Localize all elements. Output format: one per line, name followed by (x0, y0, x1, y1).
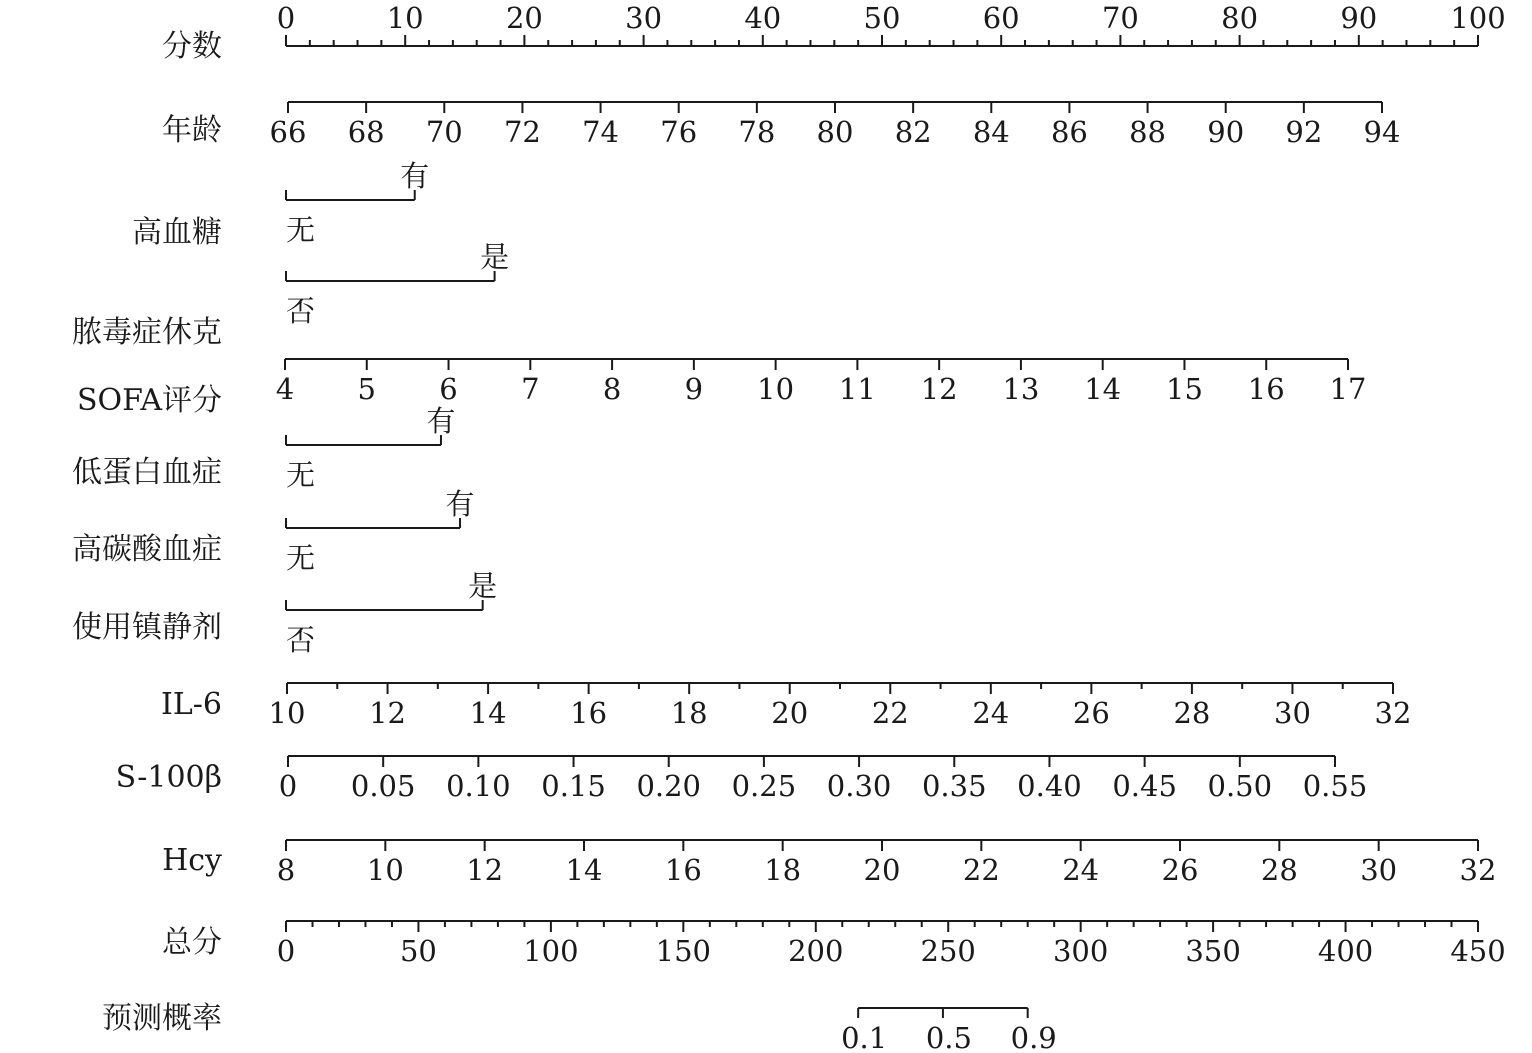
row-2-row-level-1: 有 (400, 159, 430, 193)
row-0-row-tick-label: 60 (982, 1, 1020, 35)
row-10-hcy-tick-label: 14 (565, 853, 603, 887)
row-9-s-100-tick-label: 0.05 (350, 769, 416, 803)
row-6-row-level-1: 有 (445, 487, 475, 521)
row-7-row-label: 使用镇静剂 (72, 610, 222, 645)
row-8-il-6-tick-label: 12 (369, 696, 406, 730)
row-11-row-tick-label: 300 (1052, 934, 1109, 968)
row-8-il-6-tick-label: 18 (670, 696, 708, 730)
row-3-row-level-0: 否 (286, 294, 316, 328)
row-9-s-100-label: S-100β (115, 760, 222, 795)
row-4-sofa-tick-label: 11 (838, 372, 876, 406)
row-1-row-tick-label: 74 (582, 115, 620, 149)
row-5-row-level-1: 有 (426, 404, 456, 438)
row-10-hcy-tick-label: 30 (1360, 853, 1398, 887)
row-0-row-tick-label: 30 (625, 1, 663, 35)
row-4-sofa-tick-label: 13 (1002, 372, 1040, 406)
row-0-row-tick-label: 0 (276, 1, 296, 35)
row-1-row-tick-label: 76 (660, 115, 698, 149)
row-9-s-100-tick-label: 0.55 (1302, 769, 1368, 803)
row-8-il-6-tick-label: 22 (871, 696, 909, 730)
row-11-row-tick-label: 0 (276, 934, 296, 968)
row-12-row-tick-label: 0.5 (925, 1021, 972, 1053)
row-11-row-tick-label: 450 (1450, 934, 1506, 968)
row-1-row-tick-label: 68 (347, 115, 385, 149)
row-4-sofa-tick-label: 4 (275, 372, 295, 406)
row-1-row-label: 年龄 (162, 113, 222, 148)
row-1-row-tick-label: 86 (1050, 115, 1088, 149)
row-8-il-6-tick-label: 10 (268, 696, 306, 730)
row-1-row-tick-label: 88 (1129, 115, 1167, 149)
row-9-s-100-tick-label: 0.30 (826, 769, 892, 803)
row-11-row-tick-label: 400 (1317, 934, 1374, 968)
row-4-sofa-label: SOFA评分 (76, 383, 222, 418)
row-9-s-100-tick-label: 0.45 (1112, 769, 1177, 803)
row-10-hcy-tick-label: 10 (366, 853, 404, 887)
row-9-s-100-tick-label: 0 (278, 769, 298, 803)
row-1-row-tick-label: 78 (738, 115, 776, 149)
row-1-row-tick-label: 82 (894, 115, 932, 149)
row-0-row-tick-label: 10 (386, 1, 424, 35)
row-10-hcy-tick-label: 28 (1260, 853, 1298, 887)
row-0-row-tick-label: 40 (744, 1, 782, 35)
row-9-s-100-tick-label: 0.35 (921, 769, 987, 803)
row-11-row-tick-label: 150 (655, 934, 712, 968)
row-4-sofa-tick-label: 14 (1084, 372, 1122, 406)
row-10-hcy-tick-label: 12 (466, 853, 504, 887)
row-10-hcy-tick-label: 24 (1062, 853, 1100, 887)
row-11-row-tick-label: 100 (523, 934, 579, 968)
row-11-row-tick-label: 350 (1185, 934, 1241, 968)
row-8-il-6-tick-label: 20 (771, 696, 809, 730)
row-9-s-100-tick-label: 0.25 (731, 769, 797, 803)
row-8-il-6-tick-label: 26 (1072, 696, 1110, 730)
row-0-row-tick-label: 70 (1101, 1, 1139, 35)
row-6-row-level-0: 无 (286, 541, 316, 575)
row-4-sofa-tick-label: 15 (1166, 372, 1203, 406)
row-11-row-label: 总分 (162, 925, 222, 960)
row-10-hcy-tick-label: 22 (962, 853, 1000, 887)
row-9-s-100-tick-label: 0.50 (1207, 769, 1273, 803)
row-4-sofa-tick-label: 17 (1329, 372, 1367, 406)
row-9-s-100-tick-label: 0.20 (636, 769, 702, 803)
row-7-row-level-0: 否 (286, 623, 316, 657)
row-4-sofa-tick-label: 9 (684, 372, 704, 406)
row-10-hcy-label: Hcy (162, 843, 222, 878)
row-3-row-level-1: 是 (480, 240, 510, 274)
row-11-row-tick-label: 250 (920, 934, 976, 968)
row-9-s-100-tick-label: 0.10 (446, 769, 511, 803)
row-0-row-tick-label: 50 (863, 1, 901, 35)
row-11-row-tick-label: 200 (788, 934, 844, 968)
row-10-hcy-tick-label: 20 (863, 853, 901, 887)
row-4-sofa-tick-label: 7 (521, 372, 540, 406)
row-0-row-tick-label: 80 (1221, 1, 1259, 35)
row-1-row-tick-label: 84 (972, 115, 1010, 149)
row-4-sofa-tick-label: 12 (920, 372, 958, 406)
row-4-sofa-tick-label: 16 (1247, 372, 1285, 406)
row-8-il-6-tick-label: 30 (1274, 696, 1311, 730)
row-8-il-6-tick-label: 32 (1374, 696, 1412, 730)
row-1-row-tick-label: 70 (425, 115, 463, 149)
row-1-row-tick-label: 90 (1207, 115, 1245, 149)
row-10-hcy-tick-label: 18 (764, 853, 802, 887)
row-8-il-6-tick-label: 24 (972, 696, 1010, 730)
row-0-row-label: 分数 (162, 29, 222, 64)
row-2-row-label: 高血糖 (132, 215, 222, 250)
row-5-row-label: 低蛋白血症 (72, 455, 222, 490)
row-0-row-tick-label: 100 (1450, 1, 1506, 35)
row-1-row-tick-label: 94 (1363, 115, 1401, 149)
row-12-row-label: 预测概率 (102, 1001, 222, 1036)
row-1-row-tick-label: 92 (1285, 115, 1323, 149)
row-1-row-tick-label: 66 (269, 115, 307, 149)
row-9-s-100-tick-label: 0.40 (1017, 769, 1082, 803)
row-8-il-6-tick-label: 14 (469, 696, 507, 730)
row-1-row-tick-label: 80 (816, 115, 854, 149)
row-8-il-6-label: IL-6 (161, 687, 222, 722)
row-5-row-level-0: 无 (286, 458, 316, 492)
row-10-hcy-tick-label: 32 (1459, 853, 1497, 887)
row-4-sofa-tick-label: 10 (757, 372, 795, 406)
row-12-row-tick-label: 0.1 (841, 1021, 888, 1053)
row-3-row-label: 脓毒症休克 (72, 315, 222, 350)
row-12-row-tick-label: 0.9 (1010, 1021, 1057, 1053)
row-10-hcy-tick-label: 26 (1161, 853, 1199, 887)
row-10-hcy-tick-label: 16 (664, 853, 702, 887)
row-8-il-6-tick-label: 28 (1173, 696, 1211, 730)
row-4-sofa-tick-label: 6 (439, 372, 458, 406)
row-8-il-6-tick-label: 16 (570, 696, 608, 730)
row-6-row-label: 高碳酸血症 (72, 532, 222, 567)
row-0-row-tick-label: 20 (505, 1, 543, 35)
row-4-sofa-tick-label: 8 (602, 372, 622, 406)
row-1-row-tick-label: 72 (503, 115, 541, 149)
row-11-row-tick-label: 50 (399, 934, 437, 968)
row-9-s-100-tick-label: 0.15 (541, 769, 606, 803)
row-10-hcy-tick-label: 8 (276, 853, 296, 887)
row-2-row-level-0: 无 (286, 213, 316, 247)
row-7-row-level-1: 是 (468, 569, 498, 603)
row-4-sofa-tick-label: 5 (357, 372, 376, 406)
row-0-row-tick-label: 90 (1340, 1, 1378, 35)
